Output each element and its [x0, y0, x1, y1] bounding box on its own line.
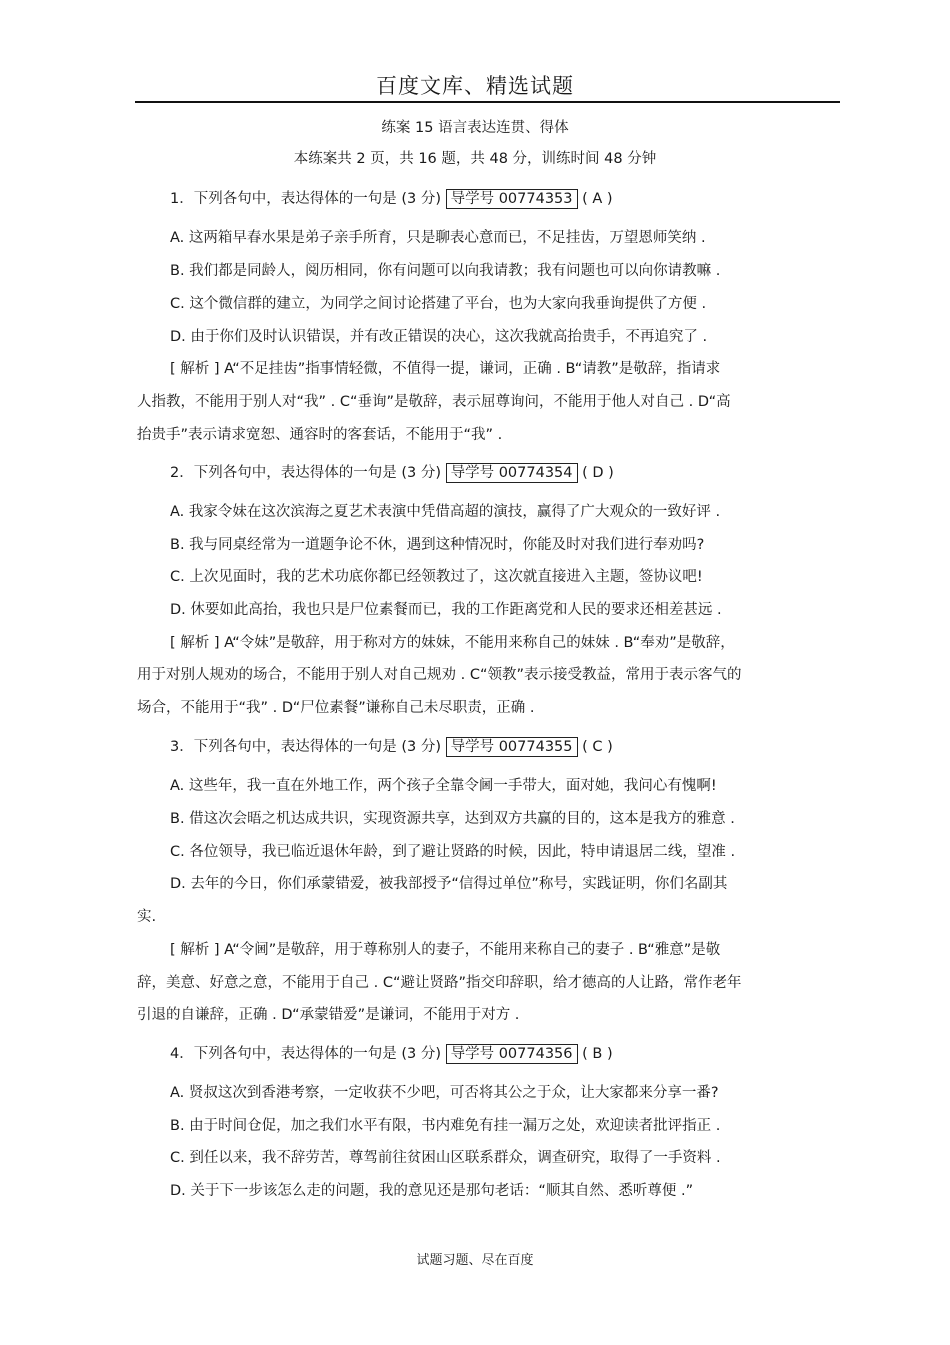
option-d: D. 由于你们及时认识错误，并有改正错误的决心，这次我就高抬贵手，不再追究了 . — [170, 329, 708, 345]
option-c: C. 各位领导，我已临近退休年龄，到了避让贤路的时候，因此，特申请退居二线，望准 . — [170, 844, 736, 860]
option-a: A. 这两箱早春水果是弟子亲手所育，只是聊表心意而已，不足挂齿，万望恩师笑纳 . — [170, 230, 706, 246]
exercise-title: 练案 15 语言表达连贯、得体 — [381, 120, 569, 136]
option-b: B. 借这次会晤之机达成共识，实现资源共享，达到双方共赢的目的，这本是我方的雅意 . — [170, 811, 735, 827]
guide-number-box: 导学号 00774353 — [446, 189, 578, 209]
question-3-stem-row — [170, 737, 613, 757]
question-stem: 4．下列各句中，表达得体的一句是 (3 分) — [170, 1046, 441, 1062]
question-2-stem-row — [170, 463, 614, 483]
question-4-stem-row — [170, 1044, 613, 1064]
analysis-line: 用于对别人规劝的场合，不能用于别人对自己规劝 . C“领教”表示接受教益，常用于表示客气的 — [137, 667, 742, 683]
analysis-line: 引退的自谦辞，正确 . D“承蒙错爱”是谦词，不能用于对方 . — [137, 1007, 520, 1023]
analysis-line: [ 解析 ] A“不足挂齿”指事情轻微，不值得一提，谦词，正确 . B“请教”是敬辞，指请求 — [170, 361, 721, 377]
option-d: D. 关于下一步该怎么走的问题，我的意见还是那句老话：“顺其自然、悉听尊便 .” — [170, 1183, 694, 1199]
exercise-info: 本练案共 2 页，共 16 题，共 48 分，训练时间 48 分钟 — [293, 151, 657, 167]
guide-number-box: 导学号 00774355 — [446, 737, 578, 757]
analysis-line: [ 解析 ] A“令阃”是敬辞，用于尊称别人的妻子，不能用来称自己的妻子 . B“雅意”是敬 — [170, 942, 721, 958]
analysis-line: 人指教，不能用于别人对“我” . C“垂询”是敬辞，表示屈尊询问，不能用于他人对自己 . D“高 — [137, 394, 731, 410]
page-header-title: 百度文库、精选试题 — [376, 74, 574, 98]
question-stem: 3．下列各句中，表达得体的一句是 (3 分) — [170, 739, 441, 755]
option-a: A. 贤叔这次到香港考察，一定收获不少吧，可否将其公之于众，让大家都来分享一番? — [170, 1085, 719, 1101]
answer: ( A ) — [582, 191, 613, 207]
analysis-line: [ 解析 ] A“令妹”是敬辞，用于称对方的妹妹，不能用来称自己的妹妹 . B“奉劝”是敬辞， — [170, 635, 735, 651]
question-1-stem-row — [170, 189, 613, 209]
option-d-continuation: 实. — [137, 909, 157, 925]
option-b: B. 我与同桌经常为一道题争论不休，遇到这种情况时，你能及时对我们进行奉劝吗? — [170, 537, 705, 553]
option-a: A. 我家令妹在这次滨海之夏艺术表演中凭借高超的演技，赢得了广大观众的一致好评 . — [170, 504, 721, 520]
analysis-line: 辞，美意、好意之意，不能用于自己 . C“避让贤路”指交印辞职，给才德高的人让路，常作老年 — [137, 975, 742, 991]
header-divider — [135, 101, 840, 103]
option-c: C. 这个微信群的建立，为同学之间讨论搭建了平台，也为大家向我垂询提供了方便 . — [170, 296, 707, 312]
option-a: A. 这些年，我一直在外地工作，两个孩子全靠令阃一手带大，面对她，我问心有愧啊! — [170, 778, 717, 794]
answer: ( C ) — [582, 739, 613, 755]
option-b: B. 由于时间仓促，加之我们水平有限，书内难免有挂一漏万之处，欢迎读者批评指正 . — [170, 1118, 721, 1134]
option-d: D. 去年的今日，你们承蒙错爱，被我部授予“信得过单位”称号，实践证明，你们名副其 — [170, 876, 728, 892]
question-stem: 1．下列各句中，表达得体的一句是 (3 分) — [170, 191, 441, 207]
option-d: D. 休要如此高抬，我也只是尸位素餐而已，我的工作距离党和人民的要求还相差甚远 . — [170, 602, 722, 618]
answer: ( B ) — [582, 1046, 613, 1062]
option-c: C. 上次见面时，我的艺术功底你都已经领教过了，这次就直接进入主题，签协议吧! — [170, 569, 703, 585]
page-footer: 试题习题、尽在百度 — [416, 1253, 534, 1268]
analysis-line: 场合，不能用于“我” . D“尸位素餐”谦称自己未尽职责，正确 . — [137, 700, 535, 716]
option-c: C. 到任以来，我不辞劳苦，尊驾前往贫困山区联系群众，调查研究，取得了一手资料 . — [170, 1150, 721, 1166]
question-stem: 2．下列各句中，表达得体的一句是 (3 分) — [170, 465, 441, 481]
guide-number-box: 导学号 00774356 — [446, 1044, 578, 1064]
option-b: B. 我们都是同龄人，阅历相同，你有问题可以向我请教；我有问题也可以向你请教嘛 . — [170, 263, 721, 279]
analysis-line: 抬贵手”表示请求宽恕、通容时的客套话，不能用于“我” . — [137, 427, 503, 443]
guide-number-box: 导学号 00774354 — [446, 463, 578, 483]
answer: ( D ) — [582, 465, 614, 481]
